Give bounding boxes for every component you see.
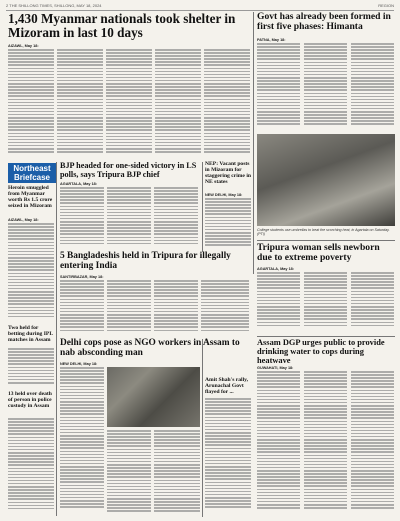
tripura-woman-body-col2	[304, 272, 347, 332]
page-header-left: 2 THE SHILLONG TIMES, SHILLONG, MAY 18, 2024	[6, 3, 102, 8]
vacant-posts-headline: NEP: Vacant posts in Mizoram for staggering crime in NE states	[205, 161, 251, 185]
assam-dgp-body-col3	[351, 371, 394, 517]
bjp-body-col2	[107, 187, 151, 249]
bangladeshis-body-col1	[60, 280, 104, 336]
delhi-cops-byline: NEW DELHI, May 18:	[60, 362, 98, 366]
delhi-rule	[202, 339, 203, 517]
sidebar-rule	[56, 162, 57, 516]
death-police-headline: 13 held over death of person in police custody in Assam	[8, 391, 52, 409]
page-header-strip	[6, 3, 394, 11]
myanmar-byline: AIZAWL, May 18:	[8, 44, 39, 48]
police-vehicle-photo	[107, 367, 200, 427]
govt-formed-body-col2	[304, 43, 347, 131]
death-police-body	[8, 418, 54, 516]
delhi-cops-body-col2	[107, 430, 151, 517]
bjp-byline: AGARTALA, May 18:	[60, 182, 98, 186]
myanmar-body-col1	[8, 49, 54, 159]
myanmar-body-col2	[57, 49, 103, 159]
myanmar-body-col5	[204, 49, 250, 159]
bjp-headline: BJP headed for one-sided victory in LS polls, says Tripura BJP chief	[60, 161, 197, 179]
tripura-woman-byline: AGARTALA, May 18:	[257, 267, 295, 271]
vacant-posts-body	[205, 198, 251, 250]
amit-shah-body	[205, 398, 251, 517]
umbrella-students-photo	[257, 134, 395, 226]
govt-formed-body-col1	[257, 43, 300, 131]
two-held-body	[8, 348, 54, 388]
bangladeshis-headline: 5 Bangladeshis held in Tripura for illegally entering India	[60, 251, 231, 271]
vacant-posts-byline: NEW DELHI, May 18:	[205, 193, 243, 197]
tripura-woman-body-col3	[351, 272, 394, 332]
govt-formed-headline: Govt has already been formed in first five phases: Himanta	[257, 11, 391, 33]
heroin-byline: AIZAWL, May 18:	[8, 218, 39, 222]
tripura-woman-body-col1	[257, 272, 300, 332]
heroin-body	[8, 223, 54, 323]
photo-caption: College students use umbrellas to beat the scorching heat, in Agartala on Saturday. (PTI)	[257, 228, 390, 237]
govt-formed-body-col3	[351, 43, 394, 131]
two-held-headline: Two held for betting during IPL matches in Assam	[8, 325, 53, 343]
assam-dgp-headline: Assam DGP urges public to provide drinking water to cops during heatwave	[257, 338, 385, 365]
middle-rule	[202, 162, 203, 252]
bjp-body-col3	[154, 187, 198, 249]
myanmar-headline: 1,430 Myanmar nationals took shelter in Mizoram in last 10 days	[8, 11, 236, 40]
delhi-cops-headline: Delhi cops pose as NGO workers in Assam to nab absconding man	[60, 338, 240, 358]
bjp-body-col1	[60, 187, 104, 249]
right-separator	[257, 240, 395, 241]
column-rule-right	[253, 12, 254, 274]
delhi-cops-body-col3	[154, 430, 200, 517]
govt-formed-byline: PATNA, May 18:	[257, 38, 286, 42]
bangladeshis-byline: SANTIRBAZAR, May 18:	[60, 275, 104, 279]
page-section-label: REGION	[378, 3, 394, 8]
myanmar-body-col3	[106, 49, 152, 159]
assam-separator	[257, 336, 395, 337]
bangladeshis-body-col2	[107, 280, 151, 336]
heroin-headline: Heroin smuggled from Myanmar worth Rs 1.5 crore seized in Mizoram	[8, 185, 53, 209]
tripura-woman-headline: Tripura woman sells newborn due to extreme poverty	[257, 242, 380, 264]
assam-dgp-byline: GUWAHATI, May 18:	[257, 366, 294, 370]
northeast-briefcase-label: Northeast Briefcase	[8, 163, 56, 183]
delhi-cops-body-col1	[60, 367, 104, 517]
amit-shah-headline: Amit Shah's rally, Arunachal Govt flayed for ...	[205, 377, 249, 395]
bangladeshis-body-col3	[154, 280, 198, 336]
bangladeshis-body-col4	[201, 280, 249, 336]
assam-dgp-body-col1	[257, 371, 300, 517]
myanmar-body-col4	[155, 49, 201, 159]
assam-dgp-body-col2	[304, 371, 347, 517]
